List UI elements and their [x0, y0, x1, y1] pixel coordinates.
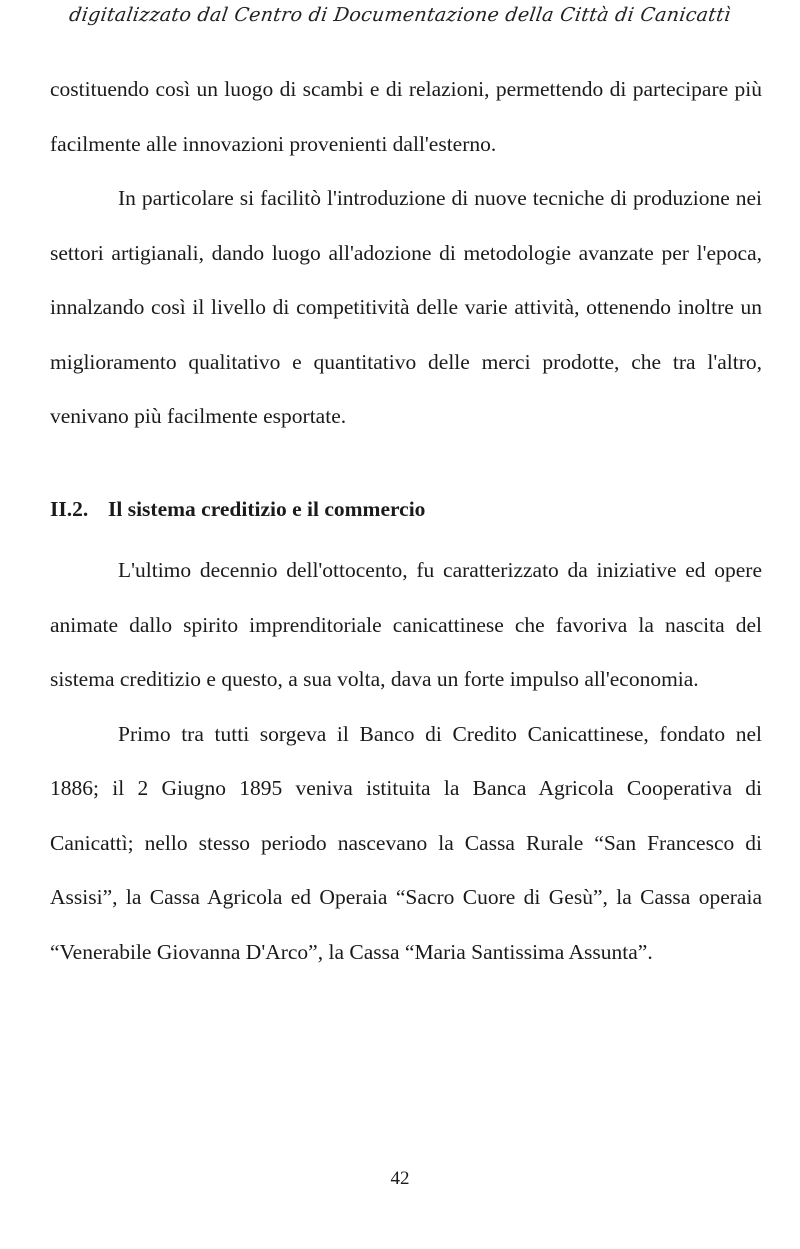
section-title: Il sistema creditizio e il commercio — [108, 497, 426, 521]
paragraph-ultimo-decennio: L'ultimo decennio dell'ottocento, fu caratterizzato da iniziative ed opere animate dallo spirito imprenditoriale canicattinese che favoriva la nascita del sistema creditizio e questo, a sua volta, dava un forte impulso all'economia. — [50, 558, 762, 691]
body-text-top — [50, 62, 762, 444]
paragraph-particolare: In particolare si facilitò l'introduzione di nuove tecniche di produzione nei settori artigianali, dando luogo all'adozione di metodologie avanzate per l'epoca, innalzando così il livello di competitività delle varie attività, ottenendo inoltre un miglioramento qualitativo e quantitativo delle merci prodotte, che tra l'altro, venivano più facilmente esportate. — [50, 186, 762, 428]
paragraph-primo-tra-tutti: Primo tra tutti sorgeva il Banco di Credito Canicattinese, fondato nel 1886; il 2 Giugno 1895 veniva istituita la Banca Agricola Cooperativa di Canicattì; nello stesso periodo nascevano la Cassa Rurale “San Francesco di Assisi”, la Cassa Agricola ed Operaia “Sacro Cuore di Gesù”, la Cassa operaia “Venerabile Giovanna D'Arco”, la Cassa “Maria Santissima Assunta”. — [50, 721, 762, 964]
section-number: II.2. — [50, 497, 89, 521]
digitization-stamp: digitalizzato dal Centro di Documentazione della Città di Canicattì — [67, 4, 733, 26]
body-text-section — [50, 543, 762, 979]
paragraph-continued: costituendo così un luogo di scambi e di relazioni, permettendo di partecipare più facilmente alle innovazioni provenienti dall'esterno. — [50, 77, 762, 156]
page-number: 42 — [390, 1168, 410, 1189]
section-heading — [50, 497, 425, 522]
